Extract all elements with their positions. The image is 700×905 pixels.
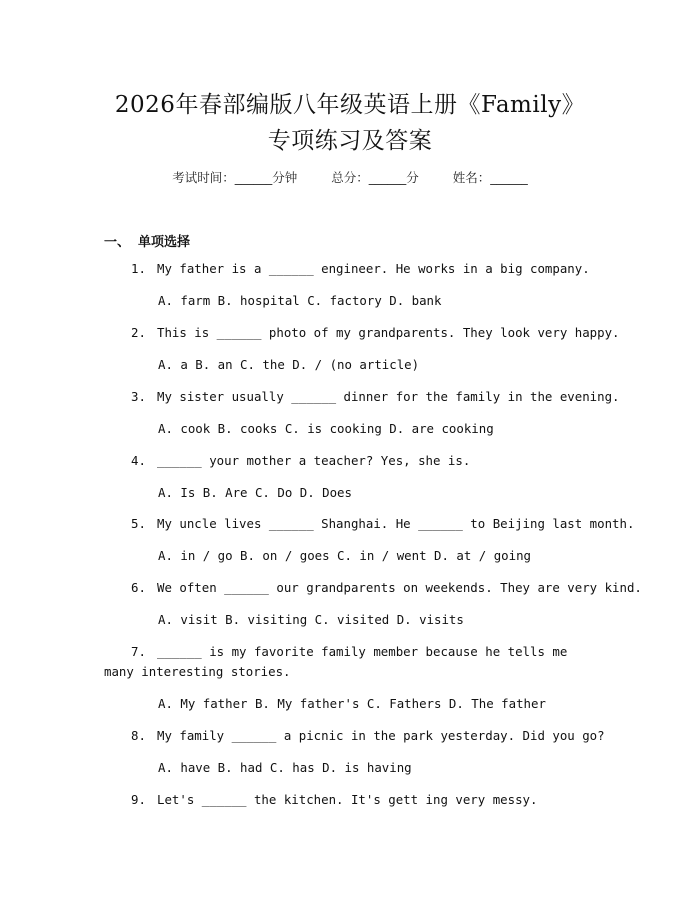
options-7: A. My father B. My father's C. Fathers D. The father [158,696,546,711]
options-5: A. in / go B. on / goes C. in / went D. at / going [158,548,531,563]
question-text: My family ______ a picnic in the park yesterday. Did you go? [157,728,605,743]
options-4: A. Is B. Are C. Do D. Does [158,485,352,500]
exam-meta [0,168,700,186]
section-label: 单项选择 [138,235,191,250]
question-text: My sister usually ______ dinner for the family in the evening. [157,389,620,404]
question-2: 2. This is ______ photo of my grandparents. They look very happy. [131,325,620,340]
question-text: My father is a ______ engineer. He works in a big company. [157,261,590,276]
question-1: 1. My father is a ______ engineer. He works in a big company. [131,261,590,276]
options-1: A. farm B. hospital C. factory D. bank [158,293,442,308]
question-6: 6. We often ______ our grandparents on weekends. They are very kind. [131,580,642,595]
question-text: This is ______ photo of my grandparents. They look very happy. [157,325,620,340]
options-2: A. a B. an C. the D. / (no article) [158,357,420,372]
student-name: 姓名：______ [452,170,528,185]
exam-score: 总分：______分 [331,170,419,185]
section-number: 一、 [104,235,131,250]
question-9: 9. Let's ______ the kitchen. It's gett ing very messy. [131,792,538,807]
question-text: Let's ______ the kitchen. It's gett ing very messy. [157,792,538,807]
section-heading [104,231,190,250]
question-text: My uncle lives ______ Shanghai. He ______ to Beijing last month. [157,516,635,531]
options-8: A. have B. had C. has D. is having [158,760,412,775]
question-4: 4. ______ your mother a teacher? Yes, she is. [131,453,471,468]
page-title: 2026年春部编版八年级英语上册《Family》 [114,92,586,118]
question-text: ______ is my favorite family member because he tells me many interesting stories. [104,644,568,679]
question-3: 3. My sister usually ______ dinner for the family in the evening. [131,389,620,404]
question-5: 5. My uncle lives ______ Shanghai. He ______ to Beijing last month. [131,516,635,531]
question-7: 7. ______ is my favorite family member because he tells me many interesting stories. [104,644,568,679]
options-6: A. visit B. visiting C. visited D. visits [158,612,464,627]
question-text: ______ your mother a teacher? Yes, she is. [157,453,471,468]
options-3: A. cook B. cooks C. is cooking D. are cooking [158,421,494,436]
question-text: We often ______ our grandparents on weekends. They are very kind. [157,580,642,595]
exam-time: 考试时间：______分钟 [172,170,298,185]
page-subtitle: 专项练习及答案 [267,128,433,154]
question-8: 8. My family ______ a picnic in the park yesterday. Did you go? [131,728,605,743]
